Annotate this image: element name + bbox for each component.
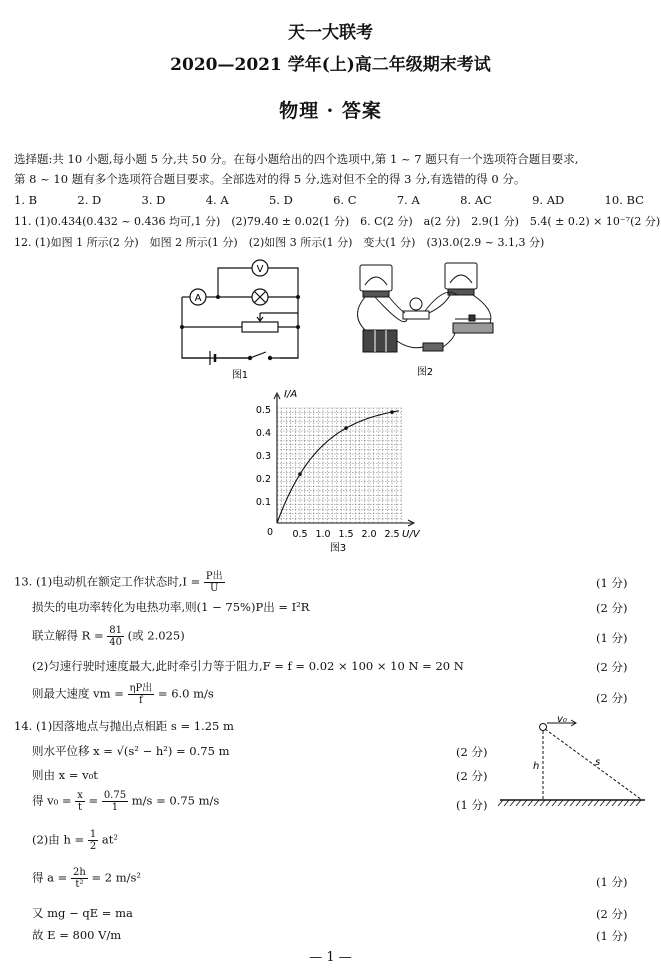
q14-line-2: 则水平位移 x = √(s² − h²) = 0.75 m [32, 744, 230, 758]
x-tick-label: 1.5 [338, 529, 354, 540]
intro-line-1: 选择题:共 10 小题,每小题 5 分,共 50 分。在每小题给出的四个选项中,第 1 ~ 7 题只有一个选项符合题目要求, [14, 152, 579, 166]
fraction [88, 829, 98, 852]
mc-answer: 5. D [268, 193, 293, 207]
ground-hatch [594, 800, 599, 806]
y-axis-label: I/A [284, 389, 298, 400]
q14-score-3: (2 分) [456, 769, 488, 783]
fraction [102, 790, 128, 813]
iu-curve [277, 411, 399, 523]
s-label: s [595, 757, 601, 768]
mc-answer: 9. AD [532, 193, 565, 207]
q14-line-7: 又 mg − qE = ma [32, 906, 133, 920]
ground-hatch [630, 800, 635, 806]
q13-score-4: (2 分) [596, 660, 628, 674]
ground-hatch [588, 800, 593, 806]
ground-hatch [576, 800, 581, 806]
denominator: 40 [109, 637, 122, 648]
q14-diagram [495, 712, 655, 812]
q13-line-3 [32, 625, 185, 648]
ground-hatch [534, 800, 539, 806]
q13-line-2: 损失的电功率转化为电热功率,则(1 − 75%)P出 = I²R [32, 600, 310, 614]
q14-text: m/s = 0.75 m/s [131, 793, 220, 808]
q14-text: (2)由 h = [32, 832, 85, 847]
ground-hatch [552, 800, 557, 806]
fraction [75, 790, 85, 813]
q14-score-8: (1 分) [596, 929, 628, 943]
x-axis-label: U/V [402, 529, 420, 540]
figure-2-apparatus [345, 255, 505, 380]
q14-score-6: (1 分) [596, 875, 628, 889]
q14-line-3: 则由 x = v₀t [32, 768, 98, 782]
x-tick-label: 2.5 [384, 529, 400, 540]
q13-line-4: (2)匀速行驶时速度最大,此时牵引力等于阻力,F = f = 0.02 × 100 × 10 N = 20 N [32, 659, 464, 673]
page-number: — 1 — [309, 950, 352, 965]
q13-score-1: (1 分) [596, 576, 628, 590]
origin-label: 0 [266, 527, 274, 538]
ground-hatch [624, 800, 629, 806]
mc-answer: 2. D [77, 193, 102, 207]
ground-hatch [618, 800, 623, 806]
q13-line-5 [32, 683, 214, 706]
q13-eq-lhs: I = [182, 574, 201, 589]
subject-title: 物理 · 答案 [279, 100, 382, 122]
q14-score-4: (1 分) [456, 798, 488, 812]
q12-answer: 12. (1)如图 1 所示(2 分) 如图 2 所示(1 分) (2)如图 3 所示(1 分) 变大(1 分) (3)3.0(2.9 ~ 3.1,3 分) [14, 236, 545, 249]
mc-answer: 3. D [141, 193, 166, 207]
exam-title: 2020—2021 学年(上)高二年级期末考试 [170, 55, 491, 75]
fraction [128, 683, 155, 706]
mc-answer: 8. AC [460, 193, 492, 207]
ground-hatch [558, 800, 563, 806]
mc-answer-row [14, 193, 644, 207]
numerator: P出 [205, 571, 223, 582]
q13-text: (或 2.025) [127, 628, 185, 643]
numerator: 0.75 [103, 790, 127, 801]
y-tick-label: 0.2 [255, 474, 271, 485]
y-tick-label: 0.4 [255, 428, 271, 439]
denominator: f [139, 695, 143, 706]
q14-text: at² [101, 832, 118, 847]
ground-hatch [570, 800, 575, 806]
ground-hatch [606, 800, 611, 806]
q13-score-3: (1 分) [596, 631, 628, 645]
x-tick-label: 0.5 [292, 529, 308, 540]
numerator: 1 [89, 829, 97, 840]
denominator: t² [75, 879, 84, 890]
denominator: U [210, 583, 219, 594]
ground-hatch [516, 800, 521, 806]
numerator: 2h [72, 867, 86, 878]
ground-hatch [540, 800, 545, 806]
ground-hatch [612, 800, 617, 806]
data-point [344, 426, 348, 430]
mc-answer: 7. A [396, 193, 420, 207]
figure-1-circuit [170, 255, 310, 380]
voltmeter-label: V [256, 264, 264, 275]
fraction [71, 867, 88, 890]
ground-hatch [510, 800, 515, 806]
fraction [204, 571, 225, 594]
q13-score-2: (2 分) [596, 601, 628, 615]
numerator: x [77, 790, 83, 801]
q14-line-1: 14. (1)因落地点与抛出点相距 s = 1.25 m [14, 719, 234, 733]
q14-text: 得 a = [32, 870, 68, 885]
figure-1-caption: 图1 [231, 370, 249, 380]
figure-3-caption: 图3 [329, 543, 347, 554]
h-label: h [533, 761, 540, 772]
x-tick-label: 2.0 [361, 529, 377, 540]
figure-3-chart [240, 385, 430, 555]
q14-score-7: (2 分) [596, 907, 628, 921]
ground-hatch [498, 800, 503, 806]
q13-text: 联立解得 R = [32, 628, 104, 643]
mc-answer: 6. C [333, 193, 357, 207]
ground-hatch [582, 800, 587, 806]
q14-line-6 [32, 867, 141, 890]
q13-text: 13. (1)电动机在额定工作状态时, [14, 574, 183, 589]
figure-2-caption: 图2 [416, 367, 434, 378]
y-tick-label: 0.3 [255, 451, 271, 462]
denominator: 1 [111, 802, 119, 813]
ground-hatch [522, 800, 527, 806]
x-tick-label: 1.0 [315, 529, 331, 540]
q14-line-8: 故 E = 800 V/m [32, 928, 122, 942]
data-point [298, 472, 302, 476]
numerator: ηP出 [129, 683, 153, 694]
denominator: t [78, 802, 83, 813]
denominator: 2 [89, 841, 97, 852]
q13-text: 则最大速度 vm = [32, 686, 124, 701]
q14-text: 得 v₀ = [32, 793, 72, 808]
y-tick-label: 0.1 [255, 497, 271, 508]
ground-hatch [528, 800, 533, 806]
v0-label: v₀ [557, 714, 567, 725]
q14-score-2: (2 分) [456, 745, 488, 759]
y-tick-label: 0.5 [255, 405, 271, 416]
ground-hatch [546, 800, 551, 806]
q13-text: = 6.0 m/s [157, 686, 214, 701]
ground-hatch [504, 800, 509, 806]
q14-text: = [88, 793, 99, 808]
q13-score-5: (2 分) [596, 691, 628, 705]
data-point [390, 410, 394, 414]
mc-answer: 10. BC [604, 193, 644, 207]
q14-line-5 [32, 829, 118, 852]
ammeter-label: A [194, 293, 202, 304]
numerator: 81 [109, 625, 122, 636]
mc-answer: 1. B [14, 193, 38, 207]
q14-line-4 [32, 790, 219, 813]
org-title: 天一大联考 [288, 23, 373, 43]
q13-line-1 [14, 571, 225, 594]
intro-line-2: 第 8 ~ 10 题有多个选项符合题目要求。全部选对的得 5 分,选对但不全的得 3 分,有选错的得 0 分。 [14, 172, 526, 186]
q11-answer: 11. (1)0.434(0.432 ~ 0.436 均可,1 分) (2)79.40 ± 0.02(1 分) 6. C(2 分) a(2 分) 2.9(1 分) 5.4( ± 0.2) × 10⁻⁷(2 分) [14, 215, 661, 228]
q14-text: = 2 m/s² [91, 870, 141, 885]
ground-hatch [636, 800, 641, 806]
fraction [107, 625, 124, 648]
mc-answer: 4. A [205, 193, 229, 207]
ground-hatch [600, 800, 605, 806]
ground-hatch [564, 800, 569, 806]
